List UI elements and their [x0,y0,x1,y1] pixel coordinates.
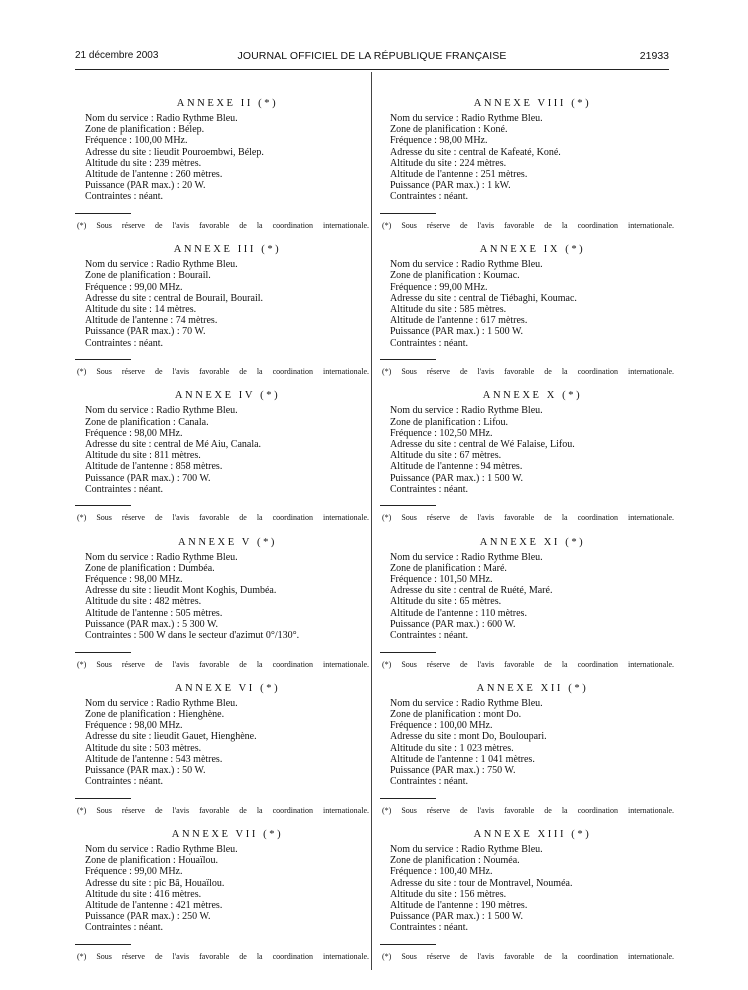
annex-line: Fréquence : 99,00 MHz. [390,281,488,293]
annex-line: Nom du service : Radio Rythme Bleu. [85,259,238,271]
annex-line: Altitude du site : 1 023 mètres. [390,742,514,754]
annex-line: Nom du service : Radio Rythme Bleu. [390,405,543,417]
annex-block [77,97,370,243]
footnote: (*) Sous réserve de l'avis favorable de la coordination internationale. [77,221,369,230]
annex-line: Adresse du site : mont Do, Bouloupari. [390,731,547,743]
annex-line: Fréquence : 102,50 MHz. [390,427,493,439]
annex-line: Puissance (PAR max.) : 750 W. [390,764,516,776]
annex-block [382,828,675,974]
annex-block [77,389,370,535]
column-divider [371,72,372,970]
annex-line: Contraintes : néant. [85,483,164,495]
annex-line: Adresse du site : pic Bâ, Houaïlou. [85,877,225,889]
annex-block [382,682,675,828]
footnote-rule [380,213,436,214]
annex-title: ANNEXE II (*) [176,98,279,109]
annex-line: Fréquence : 100,00 MHz. [85,135,188,147]
annex-line: Zone de planification : Koumac. [390,270,520,282]
annex-line: Contraintes : néant. [85,191,164,203]
right-column [382,97,675,974]
header-rule [75,69,669,70]
annex-line: Contraintes : néant. [85,776,164,788]
annex-line: Adresse du site : central de Mé Aiu, Canala. [85,438,262,450]
annex-line: Altitude de l'antenne : 858 mètres. [85,461,223,473]
annex-line: Altitude de l'antenne : 251 mètres. [390,169,528,181]
annex-line: Puissance (PAR max.) : 70 W. [85,326,206,338]
annex-line: Nom du service : Radio Rythme Bleu. [390,259,543,271]
annex-line: Zone de planification : Koné. [390,124,508,136]
annex-line: Puissance (PAR max.) : 1 kW. [390,180,511,192]
annex-line: Nom du service : Radio Rythme Bleu. [85,551,238,563]
footnote-rule [380,505,436,506]
annex-line: Adresse du site : central de Tiébaghi, Koumac. [390,292,577,304]
annex-line: Zone de planification : Lifou. [390,416,509,428]
annex-title: ANNEXE XI (*) [479,536,586,548]
annex-line: Zone de planification : Hienghène. [85,708,225,720]
annex-title: ANNEXE X (*) [482,390,583,402]
annex-line: Altitude de l'antenne : 74 mètres. [85,315,218,327]
annex-line: Fréquence : 99,00 MHz. [85,866,183,878]
annex-line: Puissance (PAR max.) : 600 W. [390,618,516,630]
annex-line: Zone de planification : mont Do. [390,708,522,720]
annex-title: ANNEXE VIII (*) [473,98,592,109]
annex-line: Altitude du site : 811 mètres. [85,450,201,462]
annex-line: Adresse du site : central de Kafeaté, Koné. [390,146,561,158]
header-date: 21 décembre 2003 [75,50,159,61]
annex-line: Puissance (PAR max.) : 1 500 W. [390,911,523,923]
annex-block [382,243,675,389]
annex-block [382,536,675,682]
footnote-rule [380,798,436,799]
page-number: 21933 [639,50,669,62]
annex-line: Contraintes : néant. [390,337,469,349]
annex-block [77,682,370,828]
footnote-rule [75,359,131,360]
footnote: (*) Sous réserve de l'avis favorable de la coordination internationale. [382,805,674,815]
annex-line: Fréquence : 100,40 MHz. [390,866,493,878]
annex-block [77,536,370,682]
footnote-rule [380,359,436,360]
page-header [75,50,669,66]
annex-line: Altitude du site : 65 mètres. [390,596,502,608]
annex-line: Puissance (PAR max.) : 1 500 W. [390,472,523,484]
annex-line: Adresse du site : tour de Montravel, Nouméa. [390,877,573,889]
annex-line: Contraintes : 500 W dans le secteur d'azimut 0°/130°. [85,629,300,641]
annex-line: Contraintes : néant. [390,922,469,934]
footnote-rule [75,505,131,506]
annex-line: Contraintes : néant. [390,776,469,788]
annex-line: Altitude du site : 585 mètres. [390,304,507,315]
annex-line: Nom du service : Radio Rythme Bleu. [390,843,543,855]
annex-line: Altitude de l'antenne : 260 mètres. [85,169,223,181]
annex-line: Fréquence : 98,00 MHz. [85,720,183,732]
annex-line: Contraintes : néant. [390,191,469,203]
annex-line: Altitude de l'antenne : 421 mètres. [85,899,223,911]
annex-line: Nom du service : Radio Rythme Bleu. [390,551,543,563]
annex-line: Altitude de l'antenne : 617 mètres. [390,315,528,327]
annex-block [77,243,370,389]
footnote: (*) Sous réserve de l'avis favorable de la coordination internationale. [382,659,674,669]
annex-line: Puissance (PAR max.) : 50 W. [85,764,206,776]
annex-line: Adresse du site : lieudit Pouroembwi, Bélep. [85,146,264,158]
annex-line: Nom du service : Radio Rythme Bleu. [85,113,238,124]
annex-line: Altitude du site : 503 mètres. [85,742,202,754]
annex-line: Zone de planification : Canala. [85,416,209,428]
annex-line: Puissance (PAR max.) : 1 500 W. [390,326,523,338]
footnote: (*) Sous réserve de l'avis favorable de la coordination internationale. [77,951,369,961]
annex-line: Puissance (PAR max.) : 5 300 W. [85,618,218,630]
annex-title: ANNEXE VI (*) [174,682,281,694]
annex-line: Zone de planification : Bourail. [85,270,211,282]
footnote-rule [75,798,131,799]
footnote-rule [75,652,131,653]
annex-line: Contraintes : néant. [85,922,164,934]
annex-line: Altitude de l'antenne : 110 mètres. [390,607,527,619]
footnote: (*) Sous réserve de l'avis favorable de la coordination internationale. [77,805,369,815]
annex-title: ANNEXE VII (*) [171,828,284,840]
annex-line: Altitude du site : 67 mètres. [390,450,502,462]
annex-line: Zone de planification : Bélep. [85,124,205,136]
footnote: (*) Sous réserve de l'avis favorable de la coordination internationale. [77,513,369,523]
annex-line: Adresse du site : lieudit Gauet, Hienghène. [85,731,257,743]
annex-line: Zone de planification : Houaïlou. [85,855,219,867]
annex-block [382,389,675,535]
footnote: (*) Sous réserve de l'avis favorable de la coordination internationale. [77,367,369,377]
annex-line: Altitude de l'antenne : 505 mètres. [85,607,223,619]
annex-line: Fréquence : 98,00 MHz. [390,135,488,147]
annex-line: Nom du service : Radio Rythme Bleu. [85,697,238,709]
footnote: (*) Sous réserve de l'avis favorable de la coordination internationale. [382,951,674,961]
annex-line: Puissance (PAR max.) : 20 W. [85,180,206,192]
annex-line: Adresse du site : central de Ruété, Maré. [390,585,553,597]
annex-line: Altitude du site : 416 mètres. [85,888,202,900]
annex-line: Altitude du site : 224 mètres. [390,157,507,169]
annex-line: Altitude du site : 239 mètres. [85,157,202,169]
annex-line: Zone de planification : Nouméa. [390,855,520,867]
footnote-rule [380,944,436,945]
annex-line: Contraintes : néant. [390,629,469,641]
annex-line: Altitude du site : 156 mètres. [390,888,507,900]
left-column [77,97,370,974]
annex-title: ANNEXE XII (*) [476,682,589,694]
annex-line: Zone de planification : Maré. [390,562,507,574]
annex-block [77,828,370,974]
footnote: (*) Sous réserve de l'avis favorable de la coordination internationale. [382,367,674,377]
annex-title: ANNEXE XIII (*) [473,828,592,840]
annex-line: Contraintes : néant. [390,483,469,495]
annex-line: Altitude de l'antenne : 190 mètres. [390,899,528,911]
annex-line: Fréquence : 99,00 MHz. [85,281,183,293]
annex-line: Nom du service : Radio Rythme Bleu. [390,697,543,709]
annex-line: Nom du service : Radio Rythme Bleu. [390,113,543,124]
annex-line: Nom du service : Radio Rythme Bleu. [85,843,238,855]
annex-title: ANNEXE IX (*) [479,244,586,256]
annex-line: Fréquence : 98,00 MHz. [85,427,183,439]
annex-block [382,97,675,243]
annex-line: Fréquence : 101,50 MHz. [390,573,493,585]
annex-line: Altitude du site : 14 mètres. [85,304,197,315]
annex-line: Fréquence : 100,00 MHz. [390,720,493,732]
annex-title: ANNEXE III (*) [173,244,282,256]
annex-title: ANNEXE V (*) [177,536,278,548]
footnote-rule [75,213,131,214]
footnote: (*) Sous réserve de l'avis favorable de la coordination internationale. [382,221,674,230]
journal-title: JOURNAL OFFICIEL DE LA RÉPUBLIQUE FRANÇAISE [237,50,507,62]
annex-title: ANNEXE IV (*) [174,390,281,402]
annex-line: Zone de planification : Dumbéa. [85,562,215,574]
annex-line: Puissance (PAR max.) : 700 W. [85,472,211,484]
annex-line: Nom du service : Radio Rythme Bleu. [85,405,238,417]
annex-line: Puissance (PAR max.) : 250 W. [85,911,211,923]
footnote: (*) Sous réserve de l'avis favorable de la coordination internationale. [77,659,369,669]
annex-line: Altitude du site : 482 mètres. [85,596,202,608]
annex-line: Fréquence : 98,00 MHz. [85,573,183,585]
footnote-rule [380,652,436,653]
annex-line: Contraintes : néant. [85,337,164,349]
annex-line: Altitude de l'antenne : 543 mètres. [85,753,223,765]
annex-line: Adresse du site : lieudit Mont Koghis, Dumbéa. [85,585,277,597]
annex-line: Altitude de l'antenne : 1 041 mètres. [390,753,535,765]
footnote-rule [75,944,131,945]
footnote: (*) Sous réserve de l'avis favorable de la coordination internationale. [382,513,674,523]
annex-line: Adresse du site : central de Wé Falaise, Lifou. [390,438,575,450]
annex-line: Altitude de l'antenne : 94 mètres. [390,461,523,473]
annex-line: Adresse du site : central de Bourail, Bourail. [85,292,264,304]
